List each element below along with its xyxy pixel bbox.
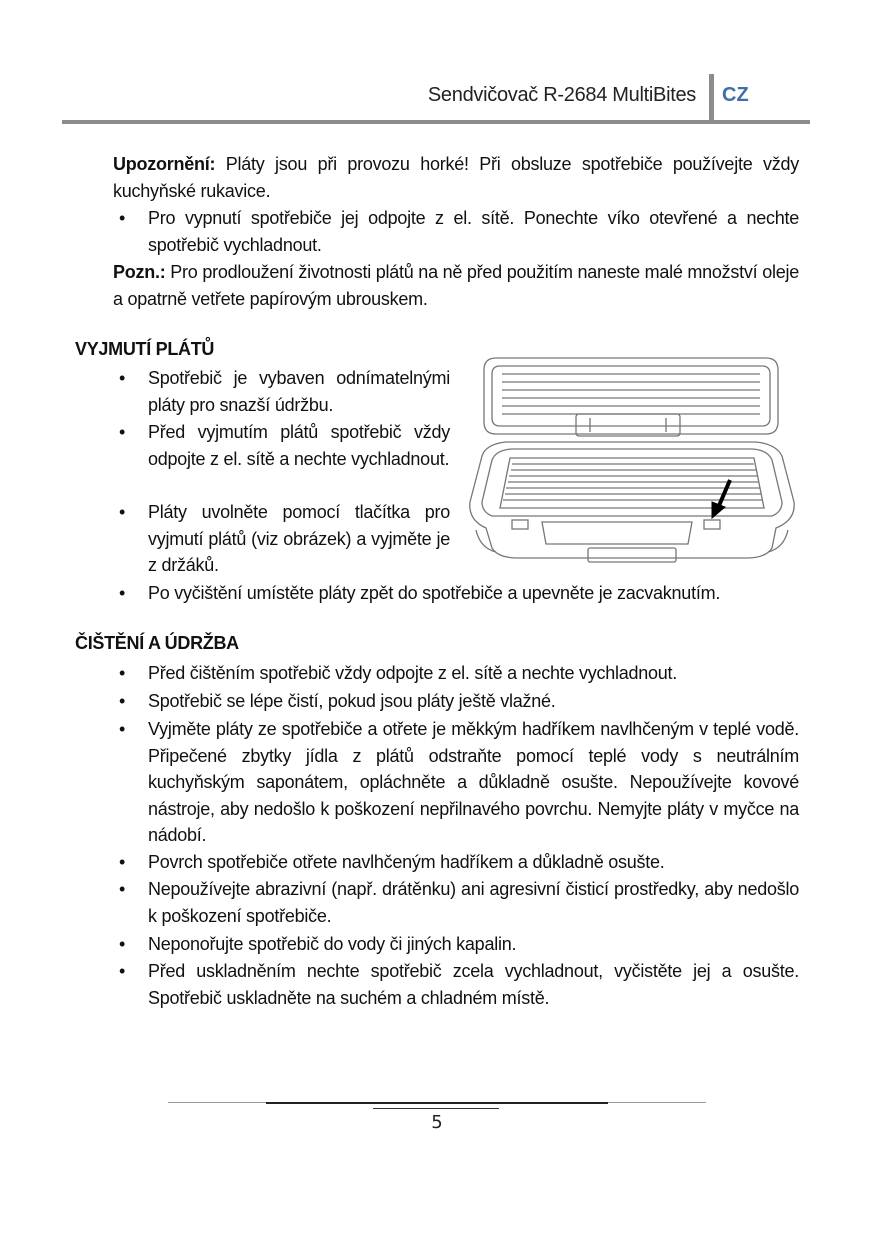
sandwich-maker-drawing — [466, 352, 798, 570]
list-item-text: Vyjměte pláty ze spotřebiče a otřete je měkkým hadříkem navlhčeným v teplé vodě. Připečené zbytky jídla z plátů odstraňte pomocí teplé vody s neutrálním kuchyňským saponátem, opláchněte a důkladně osušte. Nepoužívejte kovové nástroje, aby nedošlo k poškození nepřilnavého povrchu. Nemyjte pláty v myčce na nádobí. — [148, 719, 799, 846]
bullet-dot: • — [118, 719, 126, 739]
bullet-dot: • — [118, 422, 126, 442]
warning-label: Upozornění: — [113, 154, 216, 174]
list-item-text: Povrch spotřebiče otřete navlhčeným hadříkem a důkladně osušte. — [148, 852, 665, 872]
footer-rule — [373, 1108, 499, 1109]
warning-text: Pláty jsou při provozu horké! Při obsluze spotřebiče používejte vždy kuchyňské rukavice. — [113, 154, 799, 201]
note-label: Pozn.: — [113, 262, 166, 282]
list-item-text: Před čištěním spotřebič vždy odpojte z el. sítě a nechte vychladnout. — [148, 663, 678, 683]
warning-paragraph — [113, 151, 799, 204]
list-item-text: Před vyjmutím plátů spotřebič vždy odpojte z el. sítě a nechte vychladnout. — [148, 422, 450, 469]
list-item-text: Před uskladněním nechte spotřebič zcela vychladnout, vyčistěte jej a osušte. Spotřebič uskladněte na suchém a chladném místě. — [148, 961, 799, 1008]
document-title: Sendvičovač R-2684 MultiBites — [427, 84, 696, 106]
bullet-dot: • — [118, 961, 126, 981]
sandwich-maker-illustration — [466, 352, 798, 570]
list-item-text: Neponořujte spotřebič do vody či jiných kapalin. — [148, 934, 517, 954]
language-code: CZ — [722, 84, 749, 106]
bullet-dot: • — [118, 502, 126, 522]
section-heading-cleaning: ČIŠTĚNÍ A ÚDRŽBA — [75, 633, 239, 653]
bullet-dot: • — [118, 852, 126, 872]
page-header — [0, 72, 874, 122]
bullet-dot: • — [118, 691, 126, 711]
bullet-dot: • — [118, 879, 126, 899]
note-text: Pro prodloužení životnosti plátů na ně před použitím naneste malé množství oleje a opatrně vetřete papírovým ubrouskem. — [113, 262, 799, 309]
bullet-dot: • — [118, 934, 126, 954]
list-item-text: Spotřebič se lépe čistí, pokud jsou pláty ještě vlažné. — [148, 691, 556, 711]
bullet-dot: • — [118, 663, 126, 683]
bullet-dot: • — [118, 368, 126, 388]
note-paragraph — [113, 259, 799, 312]
list-item-text: Spotřebič je vybaven odnímatelnými pláty pro snazší údržbu. — [148, 368, 450, 415]
list-item-text: Nepoužívejte abrazivní (např. drátěnku) ani agresivní čisticí prostředky, aby nedošlo k poškození spotřebiče. — [148, 879, 799, 926]
header-rule — [62, 120, 810, 124]
page-number: 5 — [431, 1112, 443, 1133]
list-item-text: Po vyčištění umístěte pláty zpět do spotřebiče a upevněte je zacvaknutím. — [148, 583, 721, 603]
arrow-icon — [712, 480, 730, 518]
list-item-text: Pláty uvolněte pomocí tlačítka pro vyjmutí plátů (viz obrázek) a vyjměte je z držáků. — [148, 502, 450, 576]
section-heading-removal: VYJMUTÍ PLÁTŮ — [75, 339, 215, 359]
bullet-dot: • — [118, 583, 126, 603]
footer-rule — [266, 1102, 608, 1104]
header-separator — [709, 74, 714, 120]
bullet-dot: • — [118, 208, 126, 228]
list-item-text: Pro vypnutí spotřebiče jej odpojte z el. sítě. Ponechte víko otevřené a nechte spotřebič vychladnout. — [148, 208, 799, 255]
